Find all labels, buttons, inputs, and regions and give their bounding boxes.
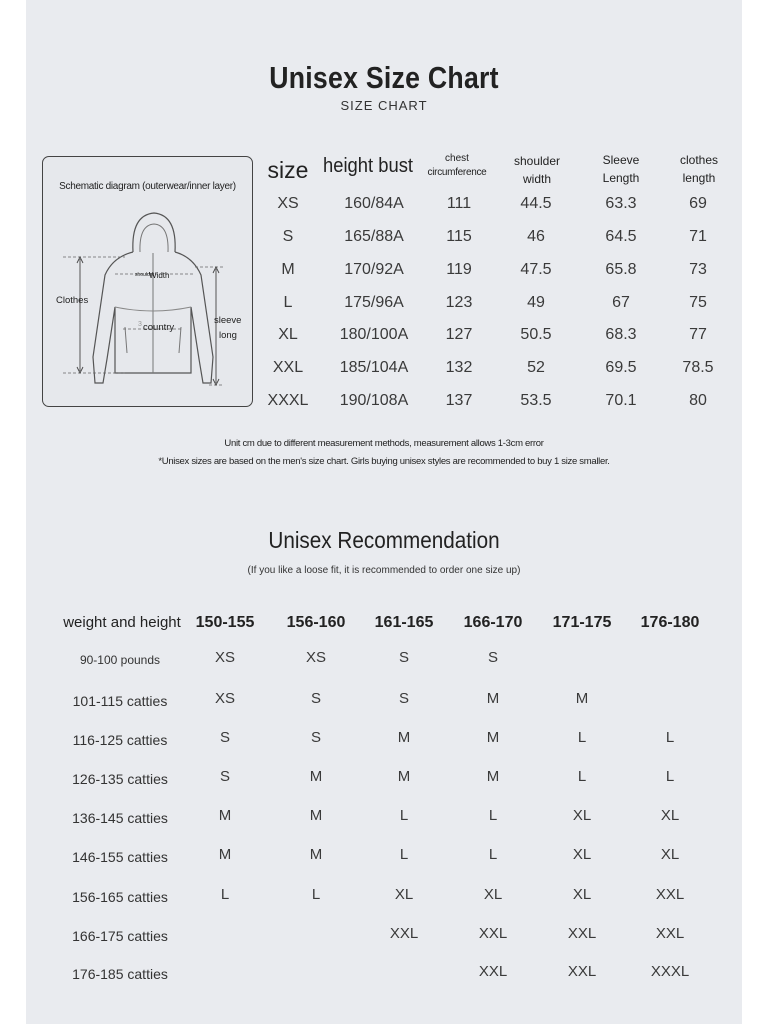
size-table-cell: 175/96A <box>344 294 404 311</box>
header-clothes-line2: length <box>682 171 716 185</box>
header-height-bust: height bust <box>322 155 414 177</box>
diagram-label-width: Width <box>149 271 170 280</box>
size-label: L <box>283 294 293 311</box>
weight-range-label: 146-155 catties <box>72 849 168 865</box>
recommended-size-cell: XL <box>572 846 592 863</box>
weight-range-label: 90-100 pounds <box>79 653 161 667</box>
recommended-size-cell: L <box>488 846 498 863</box>
recommended-size-cell: XL <box>572 886 592 903</box>
recommended-size-cell: XXXL <box>650 963 690 980</box>
recommended-size-cell: XXL <box>655 925 685 942</box>
size-label: XL <box>278 326 298 343</box>
size-table-cell: 63.3 <box>605 195 637 212</box>
height-range-header: 171-175 <box>552 614 612 631</box>
weight-range-label: 166-175 catties <box>72 928 168 944</box>
size-table-cell: 44.5 <box>520 195 552 212</box>
recommended-size-cell: M <box>218 807 232 824</box>
recommended-size-cell: XXL <box>567 925 597 942</box>
weight-range-label: 101-115 catties <box>72 693 168 709</box>
size-table-cell: 137 <box>445 392 473 409</box>
diagram-label-chest-mark: 3 <box>138 321 142 328</box>
recommended-size-cell: XL <box>572 807 592 824</box>
recommended-size-cell: XL <box>660 807 680 824</box>
recommended-size-cell: M <box>397 768 411 785</box>
recommended-size-cell: S <box>219 729 230 746</box>
size-table-cell: 47.5 <box>520 261 552 278</box>
size-table-cell: 132 <box>445 359 473 376</box>
recommended-size-cell: M <box>486 690 500 707</box>
height-range-header: 150-155 <box>195 614 255 631</box>
size-table-cell: 75 <box>689 294 707 311</box>
recommended-size-cell: M <box>309 846 323 863</box>
diagram-label-sleeve: sleeve <box>214 315 242 326</box>
recommended-size-cell: L <box>577 729 587 746</box>
size-label: XXXL <box>267 392 309 409</box>
size-table-cell: 180/100A <box>339 326 409 343</box>
recommended-size-cell: S <box>219 768 230 785</box>
size-table-cell: 64.5 <box>605 228 637 245</box>
recommended-size-cell: XXL <box>389 925 419 942</box>
recommended-size-cell: XL <box>483 886 503 903</box>
size-label: XS <box>277 195 299 212</box>
recommended-size-cell: XL <box>394 886 414 903</box>
weight-range-label: 126-135 catties <box>72 771 168 787</box>
diagram-title: Schematic diagram (outerwear/inner layer) <box>59 181 236 192</box>
size-table-cell: 160/84A <box>344 195 404 212</box>
size-table-cell: 46 <box>527 228 545 245</box>
size-table-cell: 185/104A <box>339 359 409 376</box>
recommended-size-cell: XXL <box>478 925 508 942</box>
page-title: Unisex Size Chart <box>269 60 499 95</box>
page-subtitle: SIZE CHART <box>340 98 428 113</box>
header-size: size <box>267 157 309 183</box>
size-table-cell: 67 <box>612 294 630 311</box>
recommended-size-cell: XS <box>214 649 235 666</box>
size-table-cell: 52 <box>527 359 545 376</box>
recommended-size-cell: XXL <box>478 963 508 980</box>
recommended-size-cell: M <box>309 807 323 824</box>
height-range-header: 161-165 <box>374 614 434 631</box>
height-range-header: 166-170 <box>463 614 523 631</box>
recommendation-title: Unisex Recommendation <box>268 527 500 553</box>
recommended-size-cell: S <box>398 649 409 666</box>
diagram-label-shoulder: shoulder <box>135 272 155 278</box>
recommended-size-cell: L <box>399 846 409 863</box>
size-table-cell: 50.5 <box>520 326 552 343</box>
size-table-cell: 70.1 <box>605 392 637 409</box>
recommended-size-cell: M <box>575 690 589 707</box>
size-table-cell: 80 <box>689 392 707 409</box>
header-sleeve-line1: Sleeve <box>602 153 640 167</box>
size-label: XXL <box>272 359 304 376</box>
unit-note: Unit cm due to different measurement methods, measurement allows 1-3cm error <box>224 438 544 449</box>
height-range-header: 156-160 <box>286 614 346 631</box>
recommended-size-cell: XS <box>305 649 326 666</box>
recommended-size-cell: M <box>309 768 323 785</box>
recommended-size-cell: L <box>577 768 587 785</box>
recommended-size-cell: XXL <box>655 886 685 903</box>
recommended-size-cell: M <box>486 729 500 746</box>
size-label: S <box>282 228 294 245</box>
weight-range-label: 116-125 catties <box>72 732 168 748</box>
size-table-cell: 115 <box>446 228 472 245</box>
size-table-cell: 190/108A <box>339 392 409 409</box>
size-table-cell: 123 <box>445 294 473 311</box>
schematic-diagram <box>42 156 253 407</box>
size-table-cell: 77 <box>689 326 707 343</box>
corner-label: weight and height <box>63 614 181 631</box>
size-table-cell: 71 <box>689 228 707 245</box>
size-table-cell: 111 <box>446 195 472 212</box>
recommended-size-cell: S <box>398 690 409 707</box>
weight-range-label: 156-165 catties <box>72 889 168 905</box>
diagram-label-long: long <box>219 330 237 341</box>
size-chart-page <box>26 0 742 1024</box>
diagram-label-clothes: Clothes <box>56 295 89 306</box>
size-table-cell: 69 <box>689 195 707 212</box>
header-shoulder-line2: width <box>522 172 551 186</box>
size-table-cell: 127 <box>445 326 473 343</box>
recommended-size-cell: L <box>665 768 675 785</box>
size-table-cell: 69.5 <box>605 359 637 376</box>
size-table-cell: 53.5 <box>520 392 552 409</box>
recommended-size-cell: L <box>665 729 675 746</box>
size-table-cell: 170/92A <box>344 261 404 278</box>
recommended-size-cell: L <box>220 886 230 903</box>
recommended-size-cell: S <box>310 690 321 707</box>
size-table-cell: 65.8 <box>605 261 637 278</box>
recommended-size-cell: S <box>487 649 498 666</box>
header-chest-line2: circumference <box>427 167 487 178</box>
recommended-size-cell: L <box>311 886 321 903</box>
size-label: M <box>281 261 295 278</box>
header-sleeve-line2: Length <box>602 171 640 185</box>
recommended-size-cell: L <box>488 807 498 824</box>
size-table-cell: 78.5 <box>682 359 714 376</box>
jacket-illustration <box>43 157 252 406</box>
size-table-cell: 73 <box>689 261 707 278</box>
recommended-size-cell: L <box>399 807 409 824</box>
recommended-size-cell: M <box>486 768 500 785</box>
size-table-cell: 165/88A <box>344 228 404 245</box>
recommended-size-cell: XL <box>660 846 680 863</box>
diagram-label-country: country <box>143 322 175 333</box>
recommended-size-cell: XS <box>214 690 235 707</box>
weight-range-label: 136-145 catties <box>72 810 168 826</box>
recommended-size-cell: M <box>397 729 411 746</box>
unisex-note: *Unisex sizes are based on the men's size chart. Girls buying unisex styles are recommended to buy 1 size smaller. <box>158 456 610 467</box>
recommended-size-cell: S <box>310 729 321 746</box>
header-chest-line1: chest <box>445 153 469 164</box>
weight-range-label: 176-185 catties <box>72 966 168 982</box>
height-range-header: 176-180 <box>640 614 700 631</box>
recommended-size-cell: M <box>218 846 232 863</box>
header-shoulder-line1: shoulder <box>513 154 561 168</box>
recommendation-subtitle: (If you like a loose fit, it is recommended to order one size up) <box>247 565 521 576</box>
recommended-size-cell: XXL <box>567 963 597 980</box>
header-clothes-line1: clothes <box>679 153 719 167</box>
size-table-cell: 68.3 <box>605 326 637 343</box>
size-table-cell: 49 <box>527 294 545 311</box>
size-table-cell: 119 <box>446 261 472 278</box>
